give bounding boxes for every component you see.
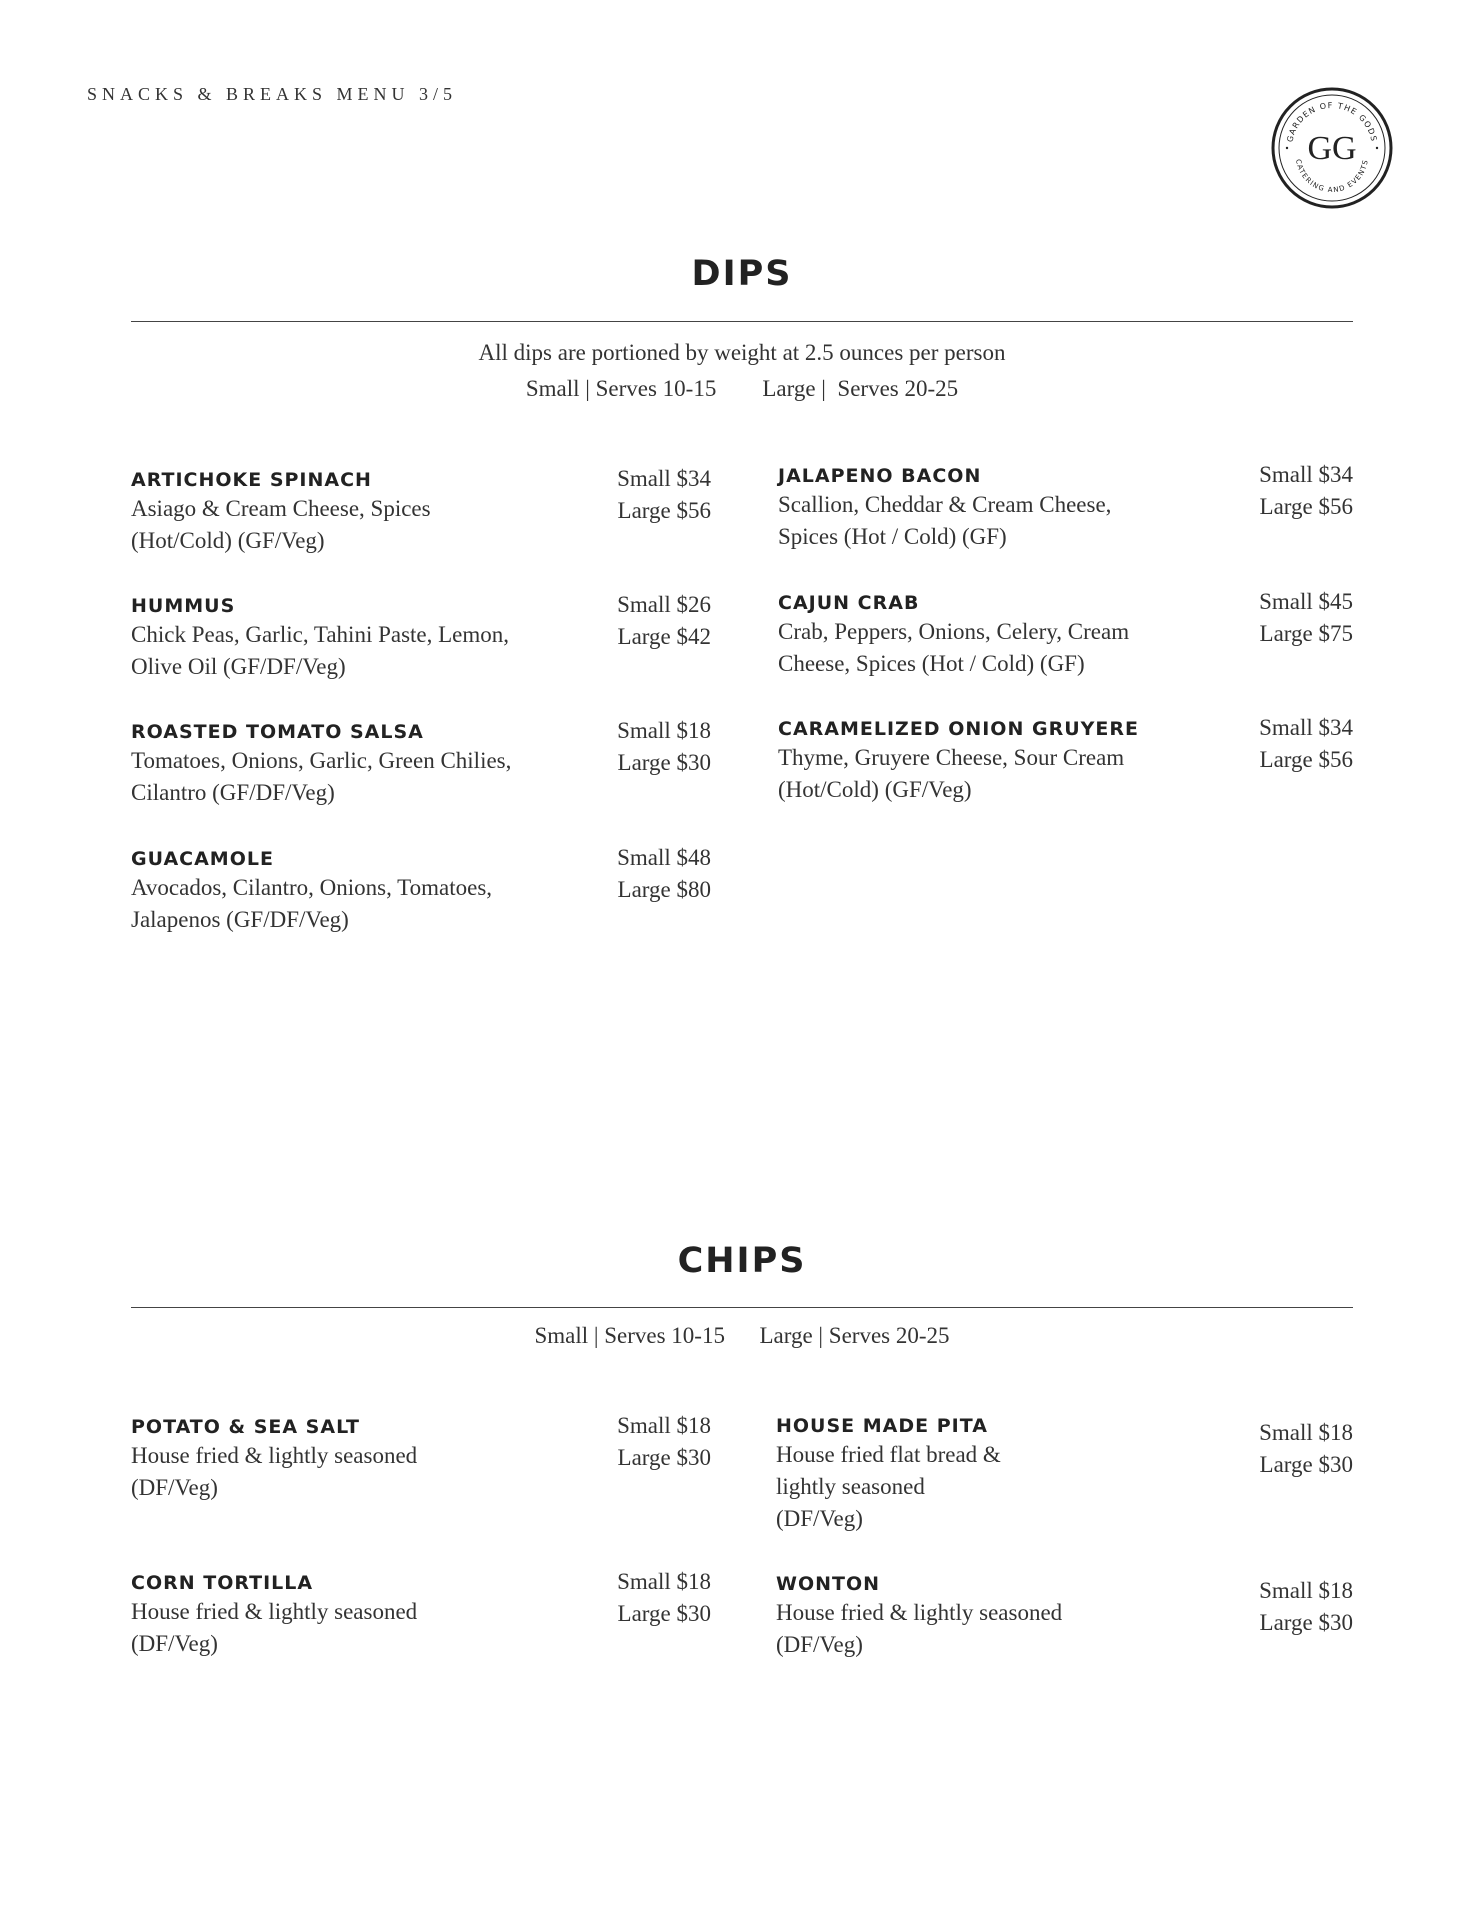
item-prices bbox=[617, 589, 711, 653]
logo-initials: GG bbox=[1307, 130, 1357, 167]
small-price: Small $48 bbox=[617, 845, 711, 870]
item-prices bbox=[1259, 586, 1353, 650]
item-prices bbox=[617, 715, 711, 779]
item-desc-line: Jalapenos (GF/DF/Veg) bbox=[131, 907, 349, 932]
item-name: HOUSE MADE PITA bbox=[776, 1415, 988, 1437]
small-price: Small $45 bbox=[1259, 589, 1353, 614]
dips-portion-note: All dips are portioned by weight at 2.5 ounces per person bbox=[478, 340, 1006, 365]
item-name: CAJUN CRAB bbox=[778, 592, 920, 614]
item-prices bbox=[1259, 1417, 1353, 1481]
small-price: Small $18 bbox=[1259, 1420, 1353, 1445]
item-desc-line: Spices (Hot / Cold) (GF) bbox=[778, 524, 1007, 549]
item-name: CARAMELIZED ONION GRUYERE bbox=[778, 718, 1139, 740]
item-name: ARTICHOKE SPINACH bbox=[131, 469, 372, 491]
large-price: Large $56 bbox=[617, 498, 711, 523]
dip-cajun-crab bbox=[778, 590, 1353, 680]
item-name: HUMMUS bbox=[131, 595, 236, 617]
item-prices bbox=[1259, 712, 1353, 776]
item-desc-line: (Hot/Cold) (GF/Veg) bbox=[131, 528, 325, 553]
item-name: POTATO & SEA SALT bbox=[131, 1416, 360, 1438]
item-name: WONTON bbox=[776, 1573, 881, 1595]
item-prices bbox=[1259, 459, 1353, 523]
chips-size-info: Small | Serves 10-15 Large | Serves 20-25 bbox=[534, 1323, 950, 1348]
item-name: JALAPENO BACON bbox=[778, 465, 982, 487]
item-prices bbox=[1259, 1575, 1353, 1639]
item-name: ROASTED TOMATO SALSA bbox=[131, 721, 424, 743]
item-desc-line: House fried & lightly seasoned bbox=[131, 1443, 418, 1468]
item-desc-line: lightly seasoned bbox=[776, 1474, 925, 1499]
item-desc-line: (DF/Veg) bbox=[131, 1475, 218, 1500]
item-prices bbox=[617, 842, 711, 906]
item-prices bbox=[617, 1566, 711, 1630]
small-price: Small $26 bbox=[617, 592, 711, 617]
chips-title: CHIPS bbox=[677, 1241, 807, 1281]
chip-house-made-pita bbox=[776, 1413, 1353, 1535]
item-desc-line: Cilantro (GF/DF/Veg) bbox=[131, 780, 335, 805]
large-price: Large $30 bbox=[617, 750, 711, 775]
page-label: SNACKS & BREAKS MENU 3/5 bbox=[87, 84, 458, 104]
small-price: Small $34 bbox=[617, 466, 711, 491]
large-price: Large $30 bbox=[1259, 1452, 1353, 1477]
large-price: Large $42 bbox=[617, 624, 711, 649]
dip-caramelized-onion-gruyere bbox=[778, 716, 1353, 806]
item-desc-line: House fried & lightly seasoned bbox=[131, 1599, 418, 1624]
large-price: Large $80 bbox=[617, 877, 711, 902]
item-desc-line: Asiago & Cream Cheese, Spices bbox=[131, 496, 431, 521]
item-desc-line: (DF/Veg) bbox=[776, 1506, 863, 1531]
small-price: Small $18 bbox=[617, 1413, 711, 1438]
garden-of-the-gods-logo bbox=[1270, 86, 1394, 210]
chips-divider bbox=[131, 1307, 1353, 1308]
dip-guacamole bbox=[131, 846, 711, 936]
item-desc-line: Olive Oil (GF/DF/Veg) bbox=[131, 654, 346, 679]
small-price: Small $34 bbox=[1259, 715, 1353, 740]
large-price: Large $30 bbox=[617, 1445, 711, 1470]
chip-corn-tortilla bbox=[131, 1570, 711, 1660]
dip-artichoke-spinach bbox=[131, 467, 711, 557]
large-price: Large $75 bbox=[1259, 621, 1353, 646]
chip-wonton bbox=[776, 1571, 1353, 1661]
item-desc-line: Avocados, Cilantro, Onions, Tomatoes, bbox=[131, 875, 493, 900]
item-desc-line: (DF/Veg) bbox=[776, 1632, 863, 1657]
item-desc-line: Thyme, Gruyere Cheese, Sour Cream bbox=[778, 745, 1125, 770]
item-name: GUACAMOLE bbox=[131, 848, 274, 870]
item-prices bbox=[617, 1410, 711, 1474]
item-desc-line: Cheese, Spices (Hot / Cold) (GF) bbox=[778, 651, 1085, 676]
dips-size-info: Small | Serves 10-15 Large | Serves 20-25 bbox=[525, 376, 959, 401]
item-desc-line: Crab, Peppers, Onions, Celery, Cream bbox=[778, 619, 1130, 644]
item-desc-line: Scallion, Cheddar & Cream Cheese, bbox=[778, 492, 1112, 517]
item-desc-line: House fried flat bread & bbox=[776, 1442, 1001, 1467]
small-price: Small $18 bbox=[617, 1569, 711, 1594]
item-desc-line: Tomatoes, Onions, Garlic, Green Chilies, bbox=[131, 748, 512, 773]
chip-potato-sea-salt bbox=[131, 1414, 711, 1504]
logo-ring-bottom: CATERING AND EVENTS bbox=[1294, 158, 1370, 195]
large-price: Large $56 bbox=[1259, 747, 1353, 772]
large-price: Large $56 bbox=[1259, 494, 1353, 519]
item-desc-line: Chick Peas, Garlic, Tahini Paste, Lemon, bbox=[131, 622, 510, 647]
small-price: Small $18 bbox=[617, 718, 711, 743]
dips-divider bbox=[131, 321, 1353, 322]
dip-jalapeno-bacon bbox=[778, 463, 1353, 553]
item-name: CORN TORTILLA bbox=[131, 1572, 314, 1594]
large-price: Large $30 bbox=[617, 1601, 711, 1626]
dips-title: DIPS bbox=[691, 254, 793, 294]
large-price: Large $30 bbox=[1259, 1610, 1353, 1635]
dip-roasted-tomato-salsa bbox=[131, 719, 711, 809]
logo-ring-top: GARDEN OF THE GODS bbox=[1285, 100, 1379, 143]
small-price: Small $18 bbox=[1259, 1578, 1353, 1603]
item-desc-line: (DF/Veg) bbox=[131, 1631, 218, 1656]
dip-hummus bbox=[131, 593, 711, 683]
small-price: Small $34 bbox=[1259, 462, 1353, 487]
item-prices bbox=[617, 463, 711, 527]
item-desc-line: House fried & lightly seasoned bbox=[776, 1600, 1063, 1625]
item-desc-line: (Hot/Cold) (GF/Veg) bbox=[778, 777, 972, 802]
